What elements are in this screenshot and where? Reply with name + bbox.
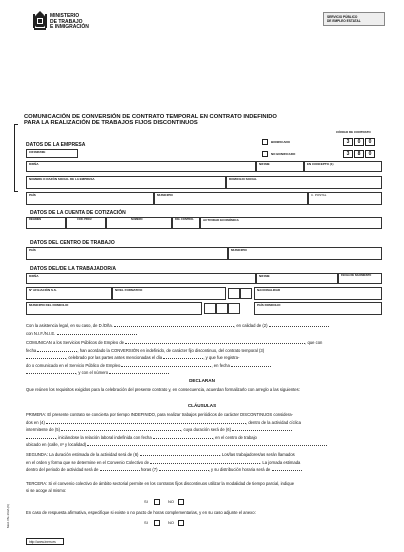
body-text: SEGUNDA: La duración estimada de la actividad será de (6): [26, 452, 139, 457]
empresa-nif-field[interactable]: NIF/NIE: [256, 161, 304, 172]
nacionalidad-field[interactable]: NACIONALIDAD: [254, 287, 382, 300]
si-checkbox[interactable]: [154, 499, 160, 505]
body-text: do o comunicado en el Servicio Público de Empleo: [26, 362, 121, 368]
body-text: , en calidad de (2): [234, 323, 268, 328]
cod-prov-field[interactable]: COD. PROV.: [66, 217, 106, 229]
asistencia-paragraph: [26, 322, 382, 337]
trabajador-section-title: DATOS DEL/DE LA TRABAJADOR/A: [30, 266, 117, 272]
empresa-pais-field[interactable]: PAÍS: [26, 192, 154, 205]
ministry-name: [50, 14, 89, 31]
body-text: ubicado en (calle, nº y localidad): [26, 442, 87, 448]
body-text: PRIMERA: El presente contrato se concierta por tiempo INDEFINIDO, para realizar trabajos periódicos de carácter DISCONTINUOS considera-: [26, 412, 293, 417]
fecha-nacimiento-field[interactable]: FECHA DE NACIMIENTO: [338, 273, 382, 284]
code-digit: 3: [343, 138, 353, 146]
municipio-code[interactable]: [228, 303, 240, 314]
actividad-field[interactable]: ACTIVIDAD ECONÓMICA: [200, 217, 382, 229]
body-text: en el orden y forma que se determine en el Convenio Colectivo de: [26, 459, 149, 465]
centro-pais-field[interactable]: PAÍS: [26, 247, 228, 260]
body-text: intermitente de (5): [26, 427, 60, 433]
agency-line: DE EMPLEO ESTATAL: [327, 19, 361, 23]
numero-field[interactable]: NÚMERO: [106, 217, 172, 229]
no-label: NO: [168, 520, 174, 525]
fill-line[interactable]: [125, 341, 305, 344]
body-text: si se acoge al mismo:: [26, 487, 67, 493]
declaran-heading: DECLARAN: [189, 378, 215, 383]
body-text: , han acordado la CONVERSIÓN en indefinido, de carácter fijo discontinuo, del contrato temporal (3): [77, 347, 265, 353]
body-text: . La jornada estimada: [260, 459, 301, 465]
agency-line: SERVICIO PÚBLICO: [327, 15, 358, 19]
fill-line[interactable]: [100, 468, 140, 471]
body-text: , que con: [305, 340, 323, 345]
title-line: COMUNICACIÓN DE CONVERSIÓN DE CONTRATO TEMPORAL EN CONTRATO INDEFINIDO: [24, 114, 277, 120]
body-text: , celebrado por las partes antes mencionadas el día: [66, 355, 163, 361]
fill-line[interactable]: [163, 356, 203, 359]
ministry-line: DE TRABAJO: [50, 18, 83, 25]
code-digit: 3: [343, 150, 353, 158]
fill-line[interactable]: [231, 364, 271, 367]
body-text: , y con el número: [76, 370, 109, 376]
body-text: horas (7): [140, 467, 158, 473]
si-label: SI: [144, 499, 148, 504]
fill-line[interactable]: [269, 324, 329, 327]
pais-domicilio-field[interactable]: PAÍS DOMICILIO: [254, 302, 382, 315]
cotizacion-section-title: DATOS DE LA CUENTA DE COTIZACIÓN: [30, 210, 126, 216]
bonificado-label: BONIFICADO: [271, 140, 290, 144]
fill-line[interactable]: [153, 436, 213, 439]
fill-line[interactable]: [57, 332, 137, 335]
agency-box: [323, 12, 385, 26]
no-checkbox[interactable]: [178, 499, 184, 505]
body-text: TERCERA: Si el convenio colectivo de ámbito sectorial permite en los contratos fijos discontinuos utilizar la modalidad de tiempo parcial, indique: [26, 481, 295, 486]
body-text: Con la asistencia legal, en su caso, de D./Dña.: [26, 323, 113, 328]
dig-control-field[interactable]: DIG. CONTROL: [172, 217, 200, 229]
contract-code-label: CÓDIGO DE CONTRATO: [336, 130, 371, 134]
trabajador-nif-field[interactable]: NIF/NIE: [256, 273, 338, 284]
body-text: fecha: [26, 347, 37, 353]
fill-line[interactable]: [109, 371, 169, 374]
no-label: NO: [168, 499, 174, 504]
clausulas-heading: CLÁUSULAS: [187, 403, 217, 408]
fill-line[interactable]: [87, 443, 327, 446]
tercera-clausula: [26, 481, 382, 494]
body-text: , en fecha: [211, 362, 230, 368]
fill-line[interactable]: [46, 421, 246, 424]
body-text: , iniciándose la relación laboral indefinida con fecha: [56, 434, 152, 440]
title-line: PARA LA REALIZACIÓN DE TRABAJOS FIJOS DISCONTINUOS: [24, 120, 198, 127]
centro-municipio-field[interactable]: MUNICIPIO: [228, 247, 382, 260]
body-text: , y que fue registra-: [203, 355, 240, 361]
cpostal-field[interactable]: C. POSTAL: [308, 192, 382, 205]
fill-line[interactable]: [232, 428, 292, 431]
body-text: dos en (4): [26, 419, 45, 425]
body-text: COMUNICAN a los Servicios Públicos de Empleo de: [26, 340, 124, 345]
body-text: . Los/las trabajadores/as serán llamados: [219, 452, 295, 457]
fill-line[interactable]: [114, 324, 234, 327]
centro-section-title: DATOS DEL CENTRO DE TRABAJO: [30, 240, 115, 246]
fill-line[interactable]: [121, 364, 211, 367]
fill-line[interactable]: [159, 468, 209, 471]
comunican-paragraph: [26, 339, 382, 377]
no-bonificado-checkbox[interactable]: [262, 151, 268, 157]
domicilio-social-field[interactable]: DOMICILIO SOCIAL: [226, 176, 382, 189]
no-checkbox[interactable]: [178, 520, 184, 526]
page-title: [24, 114, 277, 127]
body-text: , cuya duración será de (6): [181, 427, 231, 433]
fill-line[interactable]: [61, 428, 181, 431]
primera-clausula: [26, 411, 382, 449]
razon-social-field[interactable]: NOMBRE O RAZÓN SOCIAL DE LA EMPRESA: [26, 176, 226, 189]
municipio-code[interactable]: [204, 303, 216, 314]
fill-line[interactable]: [140, 453, 220, 456]
trabajador-nombre-field[interactable]: D/DÑA: [26, 273, 256, 284]
bonificado-checkbox[interactable]: [262, 139, 268, 145]
body-text: dentro del periodo de actividad será de: [26, 467, 99, 473]
nivel-formativo-code[interactable]: [240, 288, 252, 299]
code-digit: 0: [365, 150, 375, 158]
municipio-domicilio-field[interactable]: MUNICIPIO DEL DOMICILIO: [26, 302, 202, 315]
nivel-formativo-code[interactable]: [228, 288, 240, 299]
body-text: , y su distribución horaria será de: [208, 467, 271, 473]
respuesta-text: En caso de respuesta afirmativa, especifique si existe o no pacto de horas complementarias, y en su caso adjunte el anexo:: [26, 510, 256, 515]
footer-url[interactable]: http://www.inem.es: [26, 538, 64, 545]
empresa-municipio-field[interactable]: MUNICIPIO: [154, 192, 308, 205]
ministry-line: E INMIGRACIÓN: [50, 24, 89, 31]
fill-line[interactable]: [272, 468, 302, 471]
empresa-section-title: DATOS DE LA EMPRESA: [26, 142, 86, 148]
body-text: , en el centro de trabajo: [212, 434, 257, 440]
fill-line[interactable]: [26, 436, 56, 439]
municipio-code[interactable]: [216, 303, 228, 314]
nivel-formativo-field[interactable]: NIVEL FORMATIVO: [112, 287, 226, 300]
ministry-line: MINISTERIO: [50, 13, 80, 19]
code-digit: 0: [365, 138, 375, 146]
fill-line[interactable]: [26, 356, 66, 359]
si-label: SI: [144, 520, 148, 525]
dni-field[interactable]: D/DÑA: [26, 161, 256, 172]
segunda-clausula: [26, 451, 382, 474]
left-bracket: [14, 124, 18, 192]
no-bonificado-label: NO BONIFICADO: [271, 152, 296, 156]
declaran-text: Que reúnen los requisitos exigidos para la celebración del presente contrato y, en consecuencia, acuerdan formalizarlo con arreglo a las siguientes:: [26, 387, 300, 392]
en-concepto-field[interactable]: EN CONCEPTO (1): [304, 161, 382, 172]
code-digit: 8: [354, 150, 364, 158]
body-text: con N.I.F./N.I.E.: [26, 330, 56, 336]
cif-field[interactable]: CIF/NIF/NIE: [26, 149, 78, 158]
si-checkbox[interactable]: [154, 520, 160, 526]
afiliacion-field[interactable]: Nº AFILIACIÓN S.S.: [26, 287, 112, 300]
body-text: , dentro de la actividad cíclica: [246, 419, 301, 425]
fill-line[interactable]: [150, 461, 260, 464]
fill-line[interactable]: [37, 349, 77, 352]
form-code: Mod. PE-163A (6): [6, 504, 10, 528]
regimen-field[interactable]: RÉGIMEN: [26, 217, 66, 229]
coat-of-arms-icon: [32, 10, 48, 32]
code-digit: 0: [354, 138, 364, 146]
fill-line[interactable]: [26, 371, 76, 374]
